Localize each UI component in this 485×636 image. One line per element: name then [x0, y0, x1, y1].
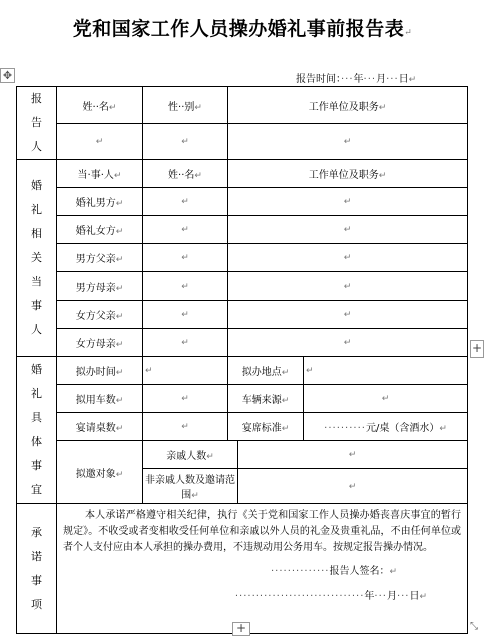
bride-mother-name-field[interactable]: ↵ [143, 329, 228, 357]
reporter-work-header: 工作单位及职务↵ [228, 87, 468, 124]
party-row-label: 女方母亲↵ [57, 329, 143, 357]
table-count-label: 宴请桌数↵ [57, 413, 143, 441]
form-title [0, 14, 485, 41]
bride-father-name-field[interactable]: ↵ [143, 301, 228, 329]
reporter-work-field[interactable]: ↵ [228, 124, 468, 160]
groom-mother-work-field[interactable]: ↵ [228, 272, 468, 301]
groom-father-work-field[interactable]: ↵ [228, 244, 468, 272]
report-year-label: 年 [353, 74, 364, 85]
relatives-count-field[interactable]: ↵ [238, 441, 468, 469]
bride-name-field[interactable]: ↵ [143, 216, 228, 244]
report-time-label: 报告时间： [296, 74, 341, 85]
parties-person-header: 当·事·人↵ [57, 160, 143, 188]
party-row-label: 女方父亲↵ [57, 301, 143, 329]
add-row-icon[interactable]: + [232, 622, 250, 636]
groom-father-name-field[interactable]: ↵ [143, 244, 228, 272]
report-day-label: 日 [398, 74, 409, 85]
groom-work-field[interactable]: ↵ [228, 188, 468, 216]
vehicle-count-label: 拟用车数↵ [57, 385, 143, 413]
report-month-label: 月 [376, 74, 387, 85]
planned-time-field[interactable]: ↵ [143, 357, 228, 385]
vehicle-source-field[interactable]: ↵ [304, 385, 468, 413]
add-column-icon[interactable]: + [470, 340, 484, 358]
table-resize-icon[interactable]: ⤡ [470, 621, 478, 632]
bride-father-work-field[interactable]: ↵ [228, 301, 468, 329]
parties-section-label: 婚 礼 相 关 当 事 人 [17, 160, 57, 357]
reporter-name-header: 姓··名↵ [57, 87, 143, 124]
reporter-gender-header: 性··别↵ [143, 87, 228, 124]
parties-work-header: 工作单位及职务↵ [228, 160, 468, 188]
party-row-label: 婚礼男方↵ [57, 188, 143, 216]
signature-date-line: ·······························年···月···日↵ [234, 591, 428, 602]
banquet-standard-label: 宴席标准↵ [228, 413, 304, 441]
invitees-label: 拟邀对象↵ [57, 441, 143, 504]
party-row-label: 男方母亲↵ [57, 272, 143, 301]
reporter-section-label: 报 告 人 [17, 87, 57, 160]
planned-place-field[interactable]: ↵ [304, 357, 468, 385]
parties-name-header: 姓··名↵ [143, 160, 228, 188]
party-row-label: 男方父亲↵ [57, 244, 143, 272]
report-time-line: 报告时间：···年···月···日↵ [296, 74, 417, 85]
non-relatives-field[interactable]: ↵ [238, 469, 468, 504]
paragraph-mark: ↵ [404, 28, 413, 38]
table-move-handle-icon[interactable]: ✥ [0, 68, 15, 83]
relatives-count-label: 亲戚人数↵ [143, 441, 238, 469]
non-relatives-label: 非亲戚人数及邀请范围↵ [143, 469, 238, 504]
reporter-name-field[interactable]: ↵ [57, 124, 143, 160]
commitment-section-label: 承 诺 事 项 [17, 504, 57, 634]
per-table-unit: 元/桌（含酒水） [365, 423, 440, 434]
bride-mother-work-field[interactable]: ↵ [228, 329, 468, 357]
report-form-table [16, 86, 468, 634]
planned-place-label: 拟办地点↵ [228, 357, 304, 385]
party-row-label: 婚礼女方↵ [57, 216, 143, 244]
signature-line: ··············报告人签名：↵ [270, 566, 398, 577]
banquet-standard-field[interactable]: ··········元/桌（含酒水）↵ [304, 413, 468, 441]
commitment-text: 本人承诺严格遵守相关纪律，执行《关于党和国家工作人员操办婚丧喜庆事宜的暂行规定》。不收受或者变相收受任何单位和亲戚以外人员的礼金及贵重礼品，不由任何单位或者个人支付应由本人承担的操办费用，不违规动用公务用车。按规定报告操办情况。 [63, 510, 462, 553]
groom-mother-name-field[interactable]: ↵ [143, 272, 228, 301]
signature-label: 报告人签名： [329, 566, 390, 577]
form-title-text: 党和国家工作人员操办婚礼事前报告表 [72, 18, 405, 40]
groom-name-field[interactable]: ↵ [143, 188, 228, 216]
details-section-label: 婚 礼 具 体 事 宜 [17, 357, 57, 504]
vehicle-source-label: 车辆来源↵ [228, 385, 304, 413]
reporter-gender-field[interactable]: ↵ [143, 124, 228, 160]
vehicle-count-field[interactable]: ↵ [143, 385, 228, 413]
commitment-cell [57, 504, 468, 634]
bride-work-field[interactable]: ↵ [228, 216, 468, 244]
table-count-field[interactable]: ↵ [143, 413, 228, 441]
planned-time-label: 拟办时间↵ [57, 357, 143, 385]
